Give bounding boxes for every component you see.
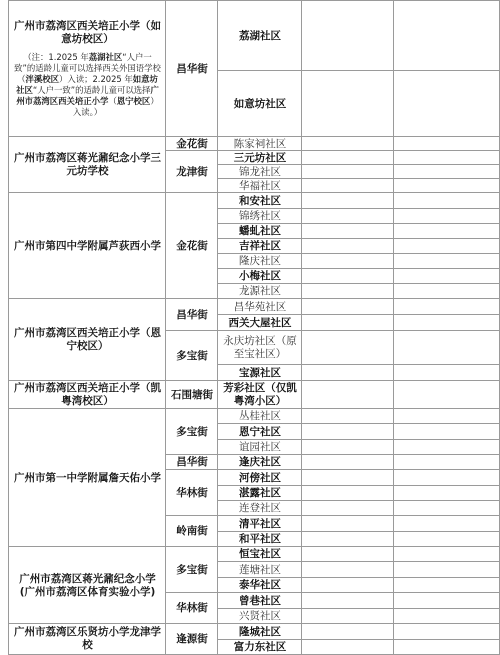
street-cell: 昌华街 — [165, 298, 218, 331]
community-cell: 丛桂社区 — [217, 408, 302, 424]
community-cell: 莲塘社区 — [217, 561, 302, 578]
empty-cell — [301, 283, 394, 299]
community-cell: 河傍社区 — [217, 469, 302, 486]
empty-cell — [301, 546, 394, 562]
empty-cell — [301, 238, 394, 254]
empty-cell — [393, 70, 500, 137]
note-segment: ）入读。） — [72, 96, 159, 117]
school-cell — [8, 380, 166, 409]
community-cell: 隆庆社区 — [217, 253, 302, 269]
empty-cell — [393, 623, 500, 640]
community-cell: 小梅社区 — [217, 268, 302, 284]
empty-cell — [393, 408, 500, 424]
empty-cell — [393, 330, 500, 365]
school-name: 广州市第四中学附属芦荻西小学 — [14, 239, 161, 252]
empty-cell — [301, 454, 394, 470]
school-name: 广州市荔湾区西关培正小学（如意坊校区） — [14, 20, 161, 45]
empty-cell — [301, 531, 394, 547]
empty-cell — [301, 223, 394, 239]
empty-cell — [301, 608, 394, 624]
community-cell: 陈家祠社区 — [217, 136, 302, 151]
street-cell: 石围塘街 — [165, 380, 218, 409]
school-cell — [8, 623, 166, 655]
community-cell: 锦绣社区 — [217, 208, 302, 224]
empty-cell — [393, 380, 500, 409]
empty-cell — [393, 364, 500, 381]
street-cell: 金花街 — [165, 136, 218, 151]
empty-cell — [301, 561, 394, 578]
empty-cell — [301, 314, 394, 331]
empty-cell — [301, 268, 394, 284]
empty-cell — [393, 178, 500, 193]
note-segment: “人户一致”的适龄儿童可以选择 — [32, 85, 151, 95]
street-cell: 逢源街 — [165, 623, 218, 655]
empty-cell — [393, 283, 500, 299]
empty-cell — [393, 208, 500, 224]
empty-cell — [393, 423, 500, 440]
note-segment: （注：1.2025 年 — [23, 52, 89, 62]
community-cell: 隆城社区 — [217, 623, 302, 640]
empty-cell — [393, 150, 500, 165]
empty-cell — [393, 439, 500, 455]
note-segment: 泮溪校区 — [25, 74, 59, 84]
school-name: 广州市荔湾区蒋光鼐纪念小学三元坊学校 — [14, 152, 161, 177]
note-segment: 如意坊社区 — [16, 74, 158, 95]
street-cell: 华林街 — [165, 469, 218, 516]
school-name: 广州市荔湾区蒋光鼐纪念小学(广州市荔湾区体育实验小学) — [19, 572, 156, 598]
community-cell: 和安社区 — [217, 192, 302, 209]
empty-cell — [393, 223, 500, 239]
empty-cell — [301, 623, 394, 640]
note-segment: 广州市荔湾区西关培正小学 — [16, 85, 159, 106]
empty-cell — [301, 592, 394, 609]
empty-cell — [301, 330, 394, 365]
street-cell: 昌华街 — [165, 454, 218, 470]
empty-cell — [301, 192, 394, 209]
empty-cell — [301, 577, 394, 593]
street-cell: 金花街 — [165, 192, 218, 299]
community-cell: 昌华苑社区 — [217, 298, 302, 315]
school-cell — [8, 136, 166, 193]
school-name: 广州市第一中学附属詹天佑小学 — [14, 471, 161, 484]
empty-cell — [393, 608, 500, 624]
empty-cell — [393, 268, 500, 284]
community-cell: 如意坊社区 — [217, 70, 302, 137]
school-cell — [8, 298, 166, 381]
street-cell: 多宝街 — [165, 546, 218, 593]
school-cell — [8, 408, 166, 547]
empty-cell — [301, 515, 394, 532]
empty-cell — [393, 192, 500, 209]
school-name: 广州市荔湾区乐贤坊小学龙津学校 — [14, 626, 161, 651]
empty-cell — [301, 380, 394, 409]
community-cell: 恩宁社区 — [217, 423, 302, 440]
community-cell: 曾巷社区 — [217, 592, 302, 609]
empty-cell — [301, 439, 394, 455]
empty-cell — [393, 485, 500, 501]
empty-cell — [301, 408, 394, 424]
street-cell: 昌华街 — [165, 0, 218, 137]
empty-cell — [393, 469, 500, 486]
school-cell — [8, 546, 166, 624]
street-cell: 多宝街 — [165, 408, 218, 455]
note-segment: ）入读；2.2025 年 — [58, 74, 133, 84]
school-cell — [8, 0, 166, 137]
empty-cell — [393, 515, 500, 532]
empty-cell — [301, 298, 394, 315]
empty-cell — [301, 150, 394, 165]
community-cell: 锦龙社区 — [217, 164, 302, 179]
community-cell: 蟠虬社区 — [217, 223, 302, 239]
community-cell: 宝源社区 — [217, 364, 302, 381]
empty-cell — [393, 0, 500, 71]
note-segment: “人户一致”的适龄儿童可以选择西关外国语学校（ — [14, 52, 161, 84]
street-cell: 龙津街 — [165, 150, 218, 193]
empty-cell — [393, 561, 500, 578]
empty-cell — [393, 298, 500, 315]
community-cell: 逢庆社区 — [217, 454, 302, 470]
empty-cell — [301, 136, 394, 151]
street-cell: 多宝街 — [165, 330, 218, 381]
empty-cell — [301, 164, 394, 179]
empty-cell — [301, 639, 394, 655]
community-cell: 泰华社区 — [217, 577, 302, 593]
school-cell — [8, 192, 166, 299]
empty-cell — [393, 531, 500, 547]
empty-cell — [393, 546, 500, 562]
note-segment: 恩宁校区 — [116, 96, 151, 106]
empty-cell — [393, 639, 500, 655]
school-note — [13, 52, 162, 118]
school-name: 广州市荔湾区西关培正小学（凯粤湾校区） — [14, 382, 161, 407]
community-cell: 清平社区 — [217, 515, 302, 532]
empty-cell — [301, 500, 394, 516]
community-cell: 华福社区 — [217, 178, 302, 193]
empty-cell — [393, 500, 500, 516]
empty-cell — [301, 469, 394, 486]
empty-cell — [301, 0, 394, 71]
empty-cell — [393, 253, 500, 269]
community-cell: 连登社区 — [217, 500, 302, 516]
empty-cell — [393, 592, 500, 609]
empty-cell — [393, 136, 500, 151]
street-cell: 华林街 — [165, 592, 218, 624]
community-cell: 西关大屋社区 — [217, 314, 302, 331]
empty-cell — [301, 70, 394, 137]
school-name: 广州市荔湾区西关培正小学（恩宁校区） — [14, 327, 161, 352]
community-cell: 兴贤社区 — [217, 608, 302, 624]
community-cell: 谊园社区 — [217, 439, 302, 455]
empty-cell — [393, 238, 500, 254]
community-cell: 恒宝社区 — [217, 546, 302, 562]
community-cell: 三元坊社区 — [217, 150, 302, 165]
note-segment: （ — [108, 96, 117, 106]
empty-cell — [301, 364, 394, 381]
empty-cell — [301, 423, 394, 440]
community-cell: 龙源社区 — [217, 283, 302, 299]
community-cell: 芳彩社区（仅凯粤湾小区） — [217, 380, 302, 409]
empty-cell — [301, 208, 394, 224]
community-cell: 湛露社区 — [217, 485, 302, 501]
empty-cell — [393, 454, 500, 470]
community-cell: 荔湖社区 — [217, 0, 302, 71]
empty-cell — [393, 164, 500, 179]
community-cell: 吉祥社区 — [217, 238, 302, 254]
street-cell: 岭南街 — [165, 515, 218, 547]
community-cell: 和平社区 — [217, 531, 302, 547]
empty-cell — [393, 314, 500, 331]
empty-cell — [301, 253, 394, 269]
community-cell: 永庆坊社区（原至宝社区） — [217, 330, 302, 365]
community-cell: 富力东社区 — [217, 639, 302, 655]
empty-cell — [301, 178, 394, 193]
empty-cell — [301, 485, 394, 501]
empty-cell — [393, 577, 500, 593]
note-segment: 荔湖社区 — [88, 52, 123, 62]
